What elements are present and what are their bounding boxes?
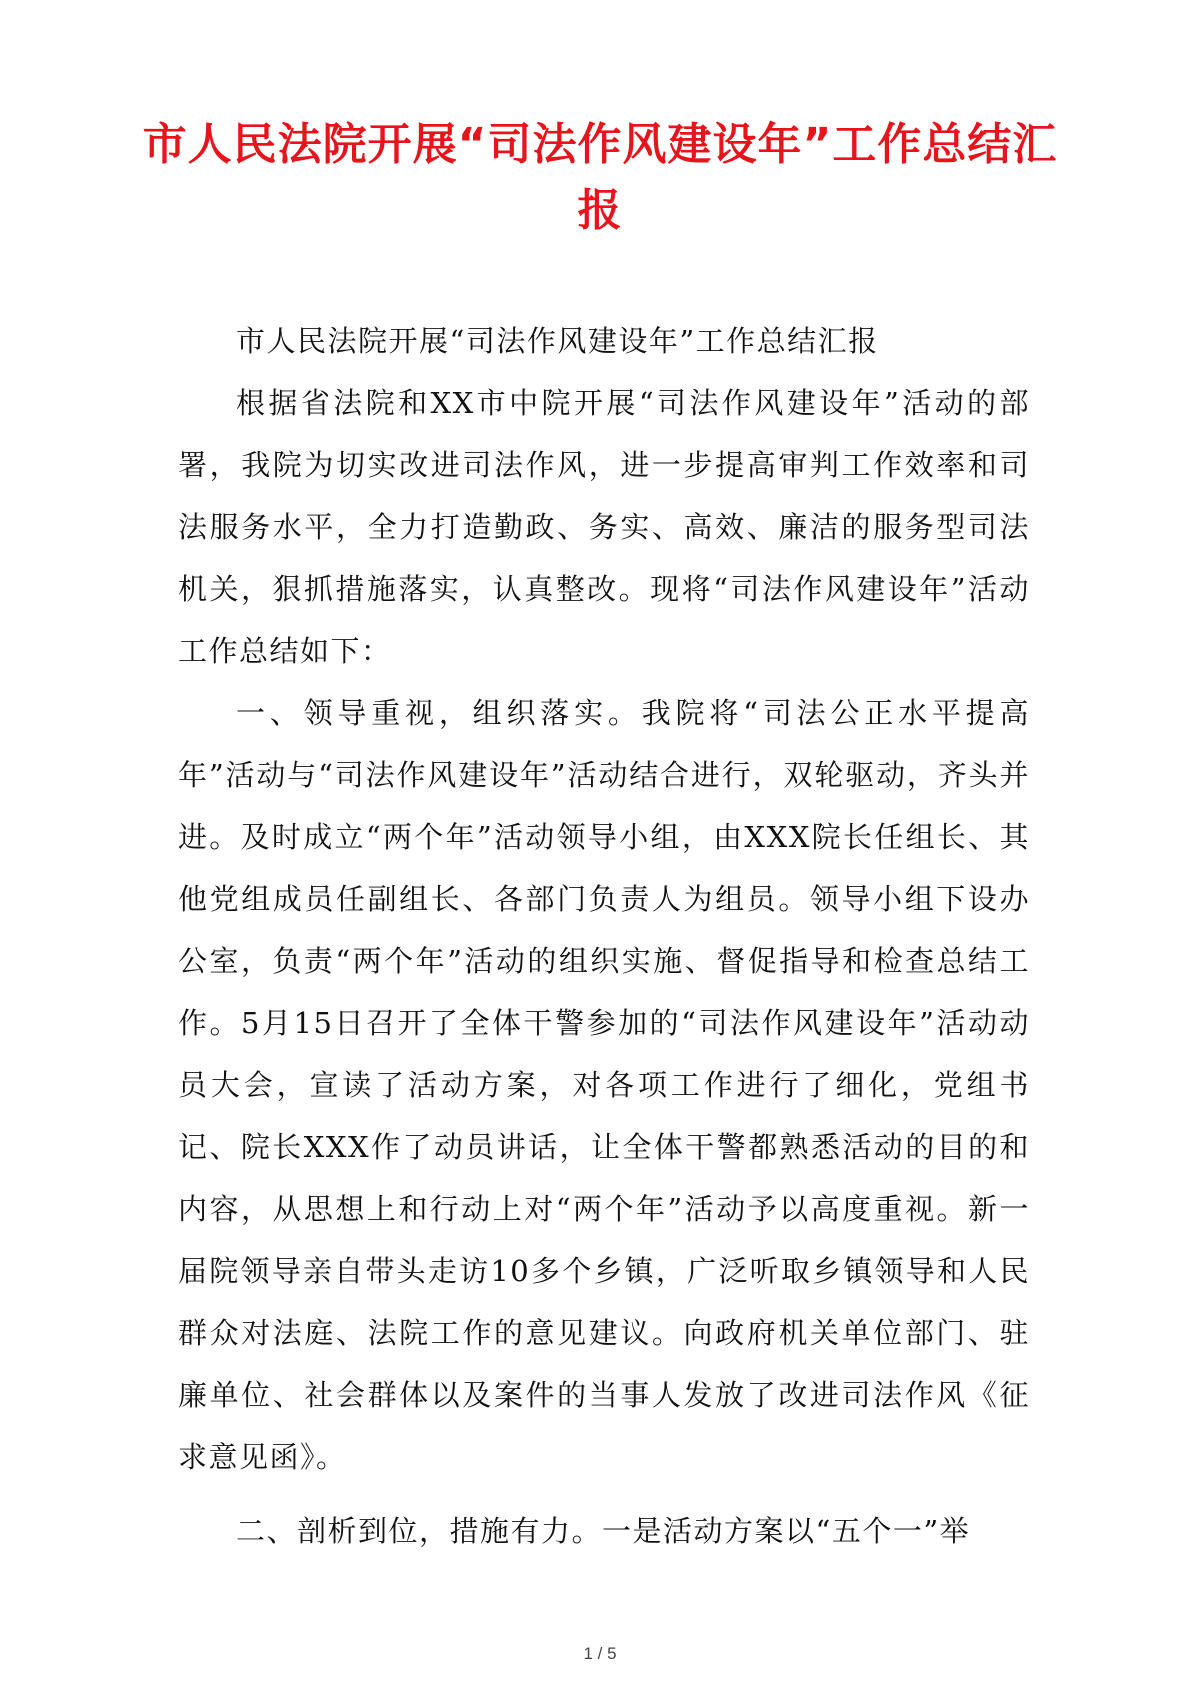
subtitle-paragraph: 市人民法院开展“司法作风建设年”工作总结汇报 (236, 324, 879, 358)
page-number: 1 / 5 (583, 1644, 617, 1663)
document-title: 市人民法院开展“司法作风建设年”工作总结汇报 (142, 119, 1058, 236)
section-one-paragraph: 一、领导重视，组织落实。我院将“司法公正水平提高年”活动与“司法作风建设年”活动结合进行，双轮驱动，齐头并进。及时成立“两个年”活动领导小组，由XXX院长任组长、其他党组成员任副组长、各部门负责人为组员。领导小组下设办公室，负责“两个年”活动的组织实施、督促指导和检查总结工作。5月15日召开了全体干警参加的“司法作风建设年”活动动员大会，宣读了活动方案，对各项工作进行了细化，党组书记、院长XXX作了动员讲话，让全体干警都熟悉活动的目的和内容，从思想上和行动上对“两个年”活动予以高度重视。新一届院领导亲自带头走访10多个乡镇，广泛听取乡镇领导和人民群众对法庭、法院工作的意见建议。向政府机关单位部门、驻廉单位、社会群体以及案件的当事人发放了改进司法作风《征求意见函》。 (178, 696, 1030, 1474)
document-body (178, 310, 1030, 1562)
section-two-paragraph: 二、剖析到位，措施有力。一是活动方案以“五个一”举 (236, 1514, 971, 1548)
intro-paragraph: 根据省法院和XX市中院开展“司法作风建设年”活动的部署，我院为切实改进司法作风，进一步提高审判工作效率和司法服务水平，全力打造勤政、务实、高效、廉洁的服务型司法机关，狠抓措施落实，认真整改。现将“司法作风建设年”活动工作总结如下： (178, 386, 1030, 668)
